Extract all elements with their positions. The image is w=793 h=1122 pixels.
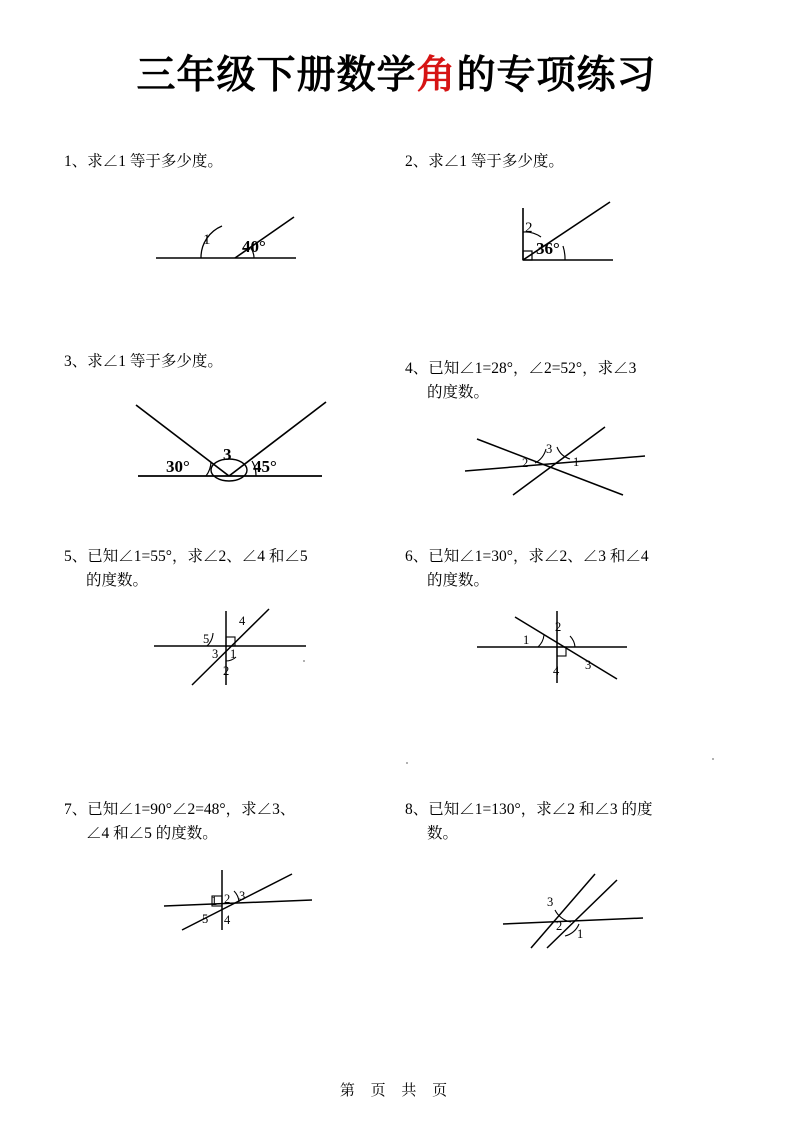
problem-4-text (405, 357, 735, 405)
problem-5-figure (64, 599, 394, 709)
figure-two-rays-on-line (64, 380, 354, 490)
label-angle-2: 2 (555, 620, 562, 634)
problem-8 (405, 798, 735, 962)
problem-2-text: 2、求∠1 等于多少度。 (405, 153, 564, 170)
problem-7-text (64, 798, 394, 846)
figure-line-perp-transversal (64, 599, 354, 709)
problem-1-figure (64, 180, 394, 270)
problem-7 (64, 798, 394, 952)
problem-8-line1: 8、已知∠1=130°，求∠2 和∠3 的度 (405, 801, 653, 818)
problem-5 (64, 545, 394, 709)
problem-5-line2: 的度数。 (86, 572, 149, 589)
label-angle-4: 4 (239, 614, 246, 628)
label-angle-3: 3 (585, 658, 592, 672)
title-text-highlight: 角 (416, 53, 457, 98)
problem-2 (405, 150, 735, 270)
title-text-after: 的专项练习 (456, 53, 657, 98)
problem-4-line2: 的度数。 (427, 384, 490, 401)
label-angle-3: 3 (546, 442, 553, 456)
problem-8-figure (405, 852, 735, 962)
problem-5-line1: 5、已知∠1=55°，求∠2、∠4 和∠5 (64, 548, 308, 565)
problem-7-line2: ∠4 和∠5 的度数。 (86, 825, 218, 842)
label-angle-1: 1 (203, 232, 211, 248)
label-angle-5: 5 (202, 912, 209, 926)
label-angle-5: 5 (203, 632, 210, 646)
problem-7-figure (64, 852, 394, 952)
page-title (0, 44, 793, 100)
label-angle-36: 36° (536, 239, 560, 258)
label-angle-4: 4 (553, 664, 560, 678)
problem-5-text (64, 545, 394, 593)
problem-6-figure (405, 599, 735, 709)
problem-4 (405, 357, 735, 511)
scan-speck (406, 762, 408, 764)
label-angle-4: 4 (224, 913, 231, 927)
label-angle-1: 1 (211, 894, 218, 908)
figure-three-lines-crossing (405, 411, 695, 511)
figure-five-angle-crossing (64, 852, 354, 952)
figure-right-angle-ray (405, 180, 665, 270)
problem-6-text (405, 545, 735, 593)
label-angle-2: 2 (522, 456, 529, 470)
problem-6-line1: 6、已知∠1=30°，求∠2、∠3 和∠4 (405, 548, 649, 565)
scan-speck (712, 758, 714, 760)
problem-3 (64, 350, 394, 490)
label-angle-45: 45° (253, 457, 277, 476)
figure-line-perp-transversal-right (405, 599, 695, 709)
problem-4-figure (405, 411, 735, 511)
label-angle-1: 1 (577, 927, 584, 941)
label-angle-3: 3 (239, 889, 246, 903)
label-angle-1: 1 (230, 647, 237, 661)
label-angle-2: 2 (525, 220, 533, 236)
problem-6 (405, 545, 735, 709)
problem-1-text: 1、求∠1 等于多少度。 (64, 153, 223, 170)
problem-7-line1: 7、已知∠1=90°∠2=48°，求∠3、 (64, 801, 296, 818)
problem-2-figure (405, 180, 735, 270)
title-text-before: 三年级下册数学 (136, 53, 417, 98)
label-angle-2: 2 (223, 664, 230, 678)
figure-angle-on-line (64, 180, 324, 270)
label-angle-3: 3 (223, 445, 232, 464)
problem-1 (64, 150, 394, 270)
label-angle-2: 2 (224, 892, 231, 906)
problem-3-text: 3、求∠1 等于多少度。 (64, 353, 223, 370)
label-angle-2: 2 (556, 919, 563, 933)
label-angle-3: 3 (547, 895, 554, 909)
problem-3-figure (64, 380, 394, 490)
page-footer: 第 页 共 页 (339, 1083, 454, 1099)
label-angle-1: 1 (573, 455, 580, 469)
scan-speck (303, 660, 305, 662)
label-angle-30: 30° (166, 457, 190, 476)
label-angle-40: 40° (242, 237, 266, 256)
problem-4-line1: 4、已知∠1=28°，∠2=52°，求∠3 (405, 360, 637, 377)
problem-8-line2: 数。 (427, 825, 459, 842)
figure-two-lines-crossing-right (405, 852, 695, 962)
problem-8-text (405, 798, 735, 846)
label-angle-1: 1 (523, 633, 530, 647)
problem-6-line2: 的度数。 (427, 572, 490, 589)
label-angle-3: 3 (212, 647, 219, 661)
